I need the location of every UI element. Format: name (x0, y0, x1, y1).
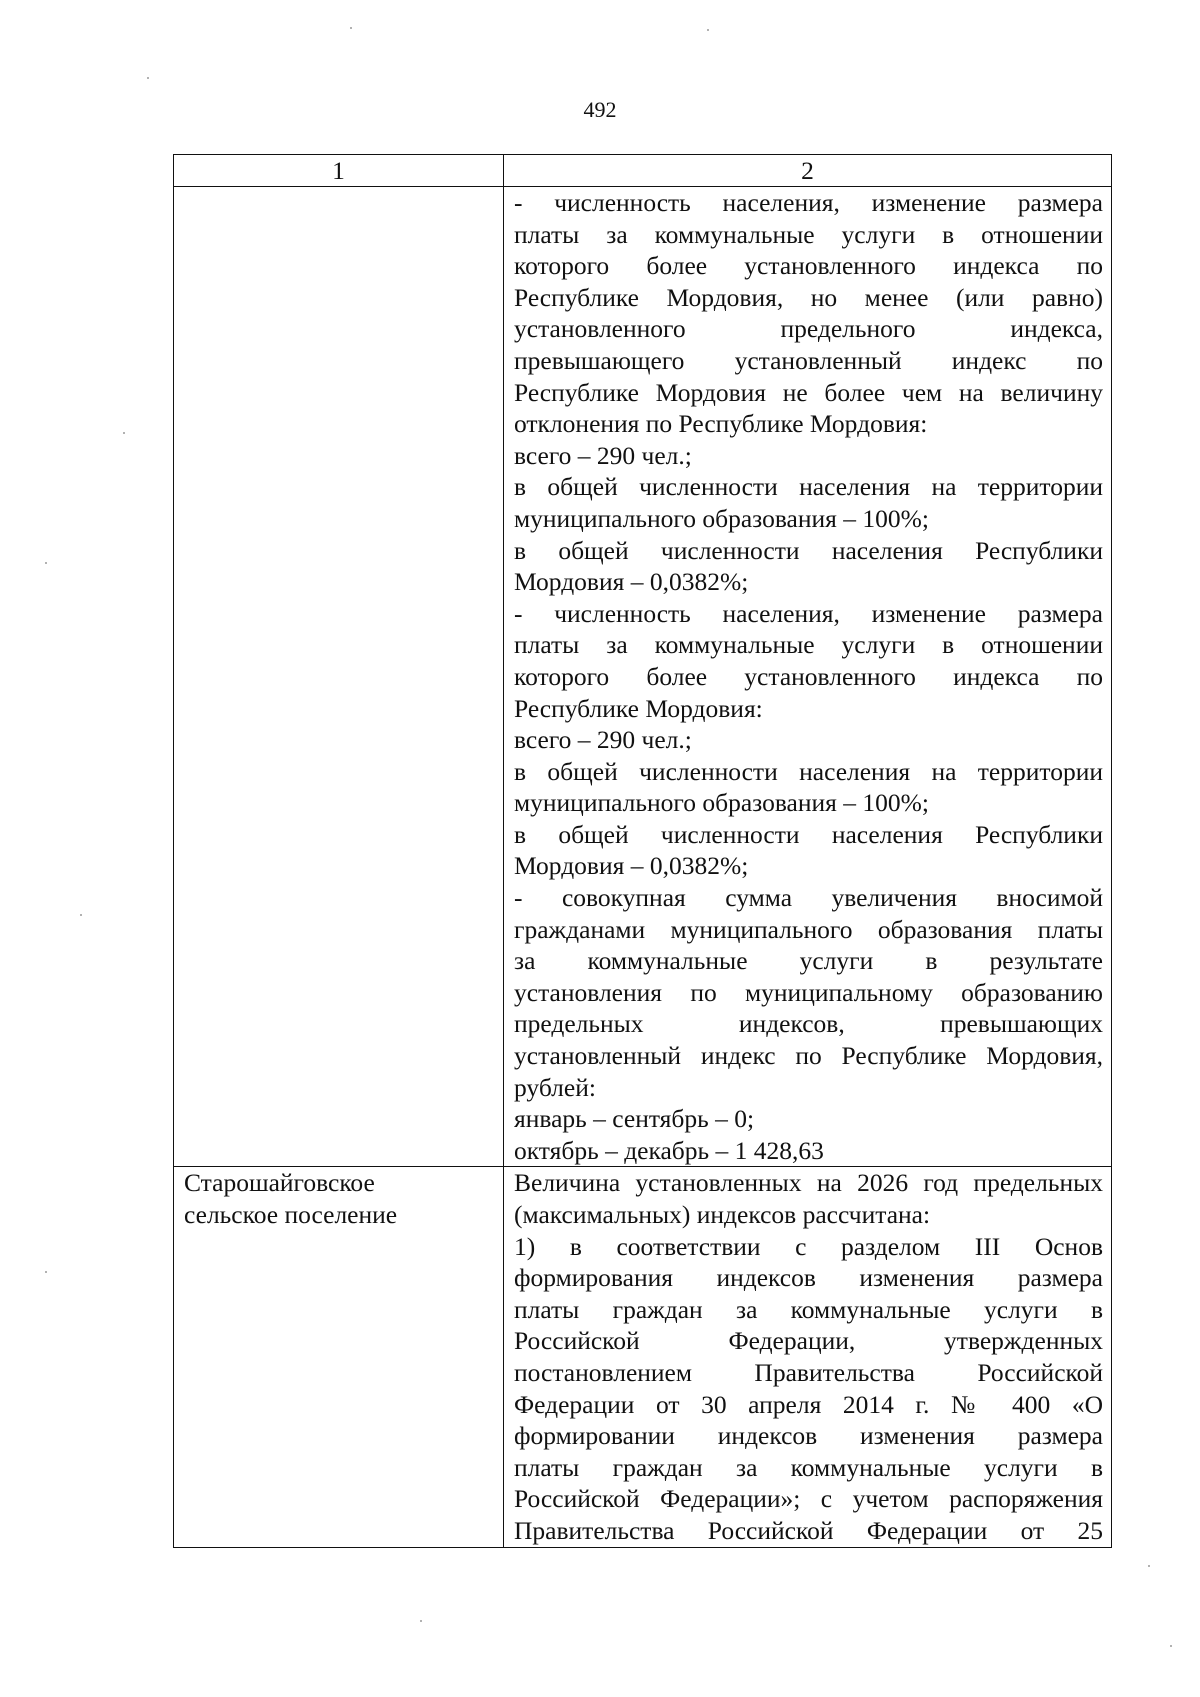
text-line: Республике Мордовия не более чем на величину (514, 377, 1103, 407)
text-line: всего – 290 чел.; (514, 440, 692, 470)
text-line: платы граждан за коммунальные услуги в (514, 1294, 1103, 1324)
table-row (174, 187, 1112, 1167)
row-2-description-cell (504, 1167, 1112, 1547)
text-line: Старошайговское (184, 1168, 375, 1198)
text-line: муниципального образования – 100%; (514, 788, 929, 818)
text-line: в общей численности населения на территории (514, 472, 1103, 502)
text-line: гражданами муниципального образования платы (514, 914, 1103, 944)
row-1-description-cell (504, 187, 1112, 1167)
text-line: которого более установленного индекса по (514, 251, 1103, 281)
text-line: установленного предельного индекса, (514, 314, 1103, 344)
text-line: (максимальных) индексов рассчитана: (514, 1200, 931, 1229)
text-line: 1) в соответствии с разделом III Основ (514, 1231, 1103, 1261)
text-line: платы граждан за коммунальные услуги в (514, 1452, 1103, 1482)
table-row (174, 1167, 1112, 1547)
text-line: превышающего установленный индекс по (514, 345, 1103, 375)
scan-speck (420, 1620, 422, 1622)
text-line: предельных индексов, превышающих (514, 1009, 1103, 1039)
scan-speck (1170, 1645, 1172, 1647)
text-line: формирования индексов изменения размера (514, 1263, 1103, 1293)
data-table (173, 154, 1112, 1548)
text-line: в общей численности населения Республики (514, 819, 1103, 849)
scan-speck (147, 77, 149, 79)
scan-speck (1148, 1565, 1150, 1567)
text-line: платы за коммунальные услуги в отношении (514, 219, 1103, 249)
text-line: которого более установленного индекса по (514, 661, 1103, 691)
scan-speck (45, 1271, 47, 1273)
text-line: в общей численности населения Республики (514, 535, 1103, 565)
text-line: Правительства Российской Федерации от 25 (514, 1515, 1103, 1545)
text-line: Федерации от 30 апреля 2014 г. № 400 «О (514, 1389, 1103, 1419)
column-header-2: 2 (504, 155, 1112, 187)
text-line: Республике Мордовия: (514, 693, 763, 723)
text-line: январь – сентябрь – 0; (514, 1104, 755, 1134)
column-header-1: 1 (174, 155, 504, 187)
text-line: сельское поселение (184, 1200, 398, 1229)
text-line: - численность населения, изменение размера (514, 188, 1103, 217)
text-line: установленный индекс по Республике Мордовия, (514, 1041, 1103, 1071)
text-line: октябрь – декабрь – 1 428,63 (514, 1135, 824, 1165)
scan-speck (80, 914, 82, 916)
text-line: Российской Федерации»; с учетом распоряжения (514, 1484, 1103, 1514)
text-line: установления по муниципальному образованию (514, 977, 1103, 1007)
row-2-name-cell (174, 1167, 504, 1547)
text-line: платы за коммунальные услуги в отношении (514, 630, 1103, 660)
text-line: за коммунальные услуги в результате (514, 946, 1103, 976)
text-line: Российской Федерации, утвержденных (514, 1326, 1103, 1356)
scan-speck (707, 29, 709, 31)
scan-speck (350, 27, 352, 29)
text-line: Величина установленных на 2026 год предельных (514, 1168, 1103, 1198)
row-1-name-cell (174, 187, 504, 1167)
text-line: - совокупная сумма увеличения вносимой (514, 883, 1103, 913)
text-line: рублей: (514, 1072, 596, 1102)
text-line: отклонения по Республике Мордовия: (514, 409, 928, 439)
scan-speck (123, 432, 125, 434)
text-line: Республике Мордовия, но менее (или равно) (514, 282, 1103, 312)
text-line: Мордовия – 0,0382%; (514, 851, 749, 881)
text-line: всего – 290 чел.; (514, 725, 692, 755)
text-line: муниципального образования – 100%; (514, 503, 929, 533)
text-line: формировании индексов изменения размера (514, 1421, 1103, 1451)
page-number: 492 (583, 97, 617, 122)
text-line: Мордовия – 0,0382%; (514, 567, 749, 597)
text-line: постановлением Правительства Российской (514, 1357, 1103, 1387)
text-line: в общей численности населения на территории (514, 756, 1103, 786)
scan-speck (45, 562, 47, 564)
text-line: - численность населения, изменение размера (514, 598, 1103, 628)
table-header-row (174, 155, 1112, 187)
